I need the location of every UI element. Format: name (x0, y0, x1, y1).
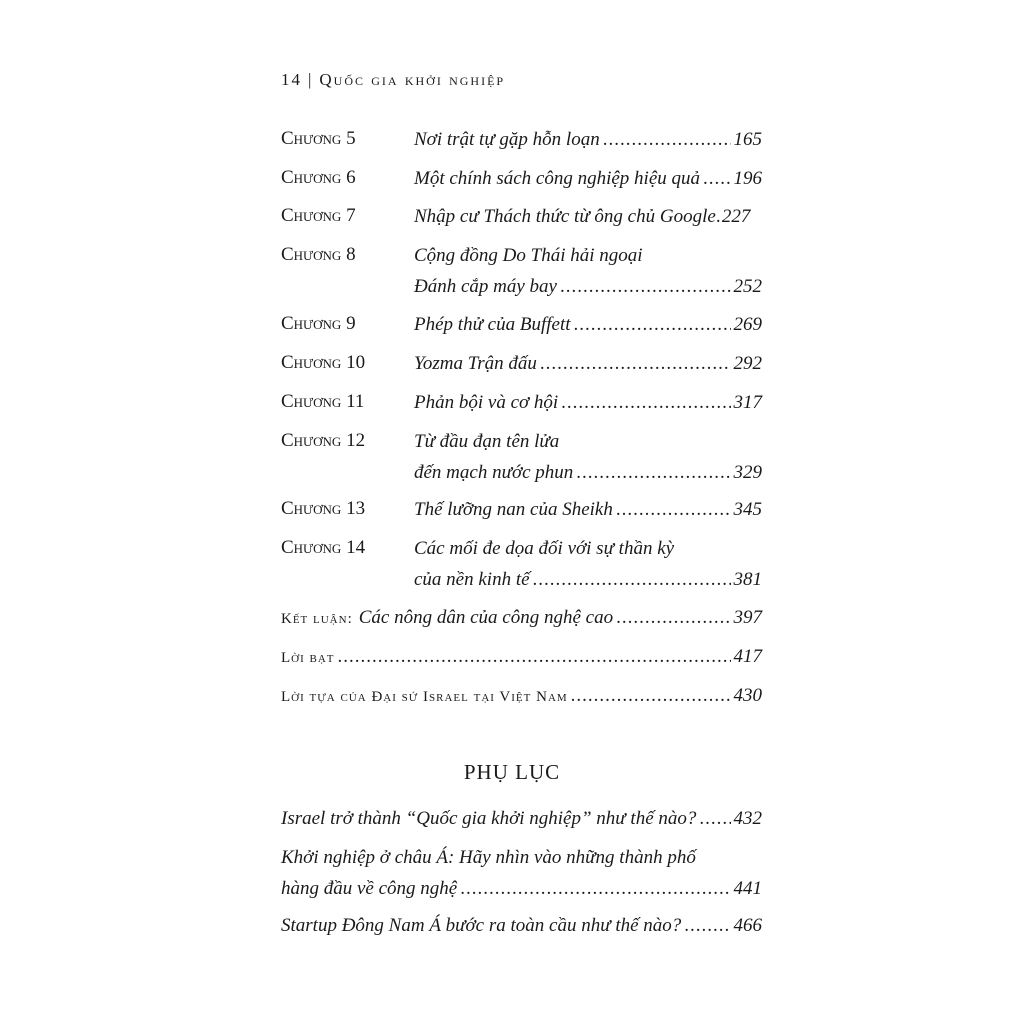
dot-leader (571, 684, 731, 708)
appendix-title: Khởi nghiệp ở châu Á: Hãy nhìn vào những thành phố (281, 847, 696, 868)
page-number: 252 (733, 276, 762, 297)
header-separator: | (308, 70, 314, 89)
toc-entry-preface (281, 684, 762, 708)
dot-leader (703, 167, 730, 191)
chapter-title: Phép thử của Buffett (414, 314, 571, 335)
chapter-title-continued: Đánh cắp máy bay (414, 276, 557, 297)
dot-leader (684, 914, 730, 938)
toc-line (414, 275, 762, 299)
dot-leader (574, 313, 731, 337)
chapter-title: Một chính sách công nghiệp hiệu quả (414, 168, 701, 189)
toc-line (414, 352, 762, 376)
page-number: 432 (733, 808, 762, 829)
appendix-title: Israel trở thành “Quốc gia khởi nghiệp” như thế nào? (281, 808, 697, 829)
appendix-title-continued: hàng đầu về công nghệ (281, 878, 458, 899)
dot-leader (338, 645, 731, 669)
dot-leader (560, 275, 731, 299)
chapter-label: Chương 8 (281, 244, 356, 265)
page-number: 292 (733, 353, 762, 374)
chapter-label: Chương 6 (281, 167, 356, 188)
page-number: 381 (733, 569, 762, 590)
page-number: 196 (733, 168, 762, 189)
chapter-title: Cộng đồng Do Thái hải ngoại (414, 245, 643, 266)
chapter-label: Chương 12 (281, 430, 366, 451)
chapter-title: Nhập cư Thách thức từ ông chủ Google (414, 206, 716, 227)
page-number: 269 (733, 314, 762, 335)
toc-entry-conclusion (281, 606, 762, 630)
page-number: 466 (733, 915, 762, 936)
dot-leader (561, 391, 730, 415)
chapter-title: Các mối đe dọa đối với sự thần kỳ (414, 538, 675, 559)
page-number: 417 (733, 646, 762, 667)
toc-line (414, 537, 762, 561)
chapter-title-continued: của nền kinh tế (414, 569, 530, 590)
toc-line (414, 568, 762, 592)
dot-leader (540, 352, 731, 376)
appendix-item-1 (281, 807, 762, 831)
chapter-label: Chương 7 (281, 205, 356, 226)
chapter-title: Nơi trật tự gặp hỗn loạn (414, 129, 600, 150)
appendix-item-2 (281, 846, 762, 901)
chapter-label: Chương 14 (281, 537, 366, 558)
page-number: 14 (281, 70, 302, 89)
chapter-title: Từ đầu đạn tên lửa (414, 431, 560, 452)
page-number: 317 (733, 392, 762, 413)
toc-line (414, 313, 762, 337)
dot-leader (576, 461, 730, 485)
page-number: 397 (733, 607, 762, 628)
toc-line (414, 461, 762, 485)
appendix-item-3 (281, 914, 762, 938)
chapter-title: Phản bội và cơ hội (414, 392, 559, 413)
appendix-title: Startup Đông Nam Á bước ra toàn cầu như thế nào? (281, 915, 682, 936)
preface-label: Lời tựa của Đại sứ Israel tại Việt Nam (281, 689, 568, 705)
dot-leader (533, 568, 731, 592)
appendix-heading: PHỤ LỤC (463, 760, 561, 784)
toc-line (414, 205, 762, 229)
chapter-label: Chương 9 (281, 313, 356, 334)
chapter-label: Chương 13 (281, 498, 366, 519)
dot-leader (616, 498, 731, 522)
dot-leader (616, 606, 730, 630)
toc-line (414, 167, 762, 191)
page-number: 165 (733, 129, 762, 150)
toc-line (414, 128, 762, 152)
dot-leader (460, 877, 730, 901)
chapter-title-continued: đến mạch nước phun (414, 462, 574, 483)
dot-leader (699, 807, 730, 831)
page-number: 345 (733, 499, 762, 520)
afterword-label: Lời bạt (281, 650, 335, 666)
chapter-title: Thế lưỡng nan của Sheikh (414, 499, 613, 520)
page-number: 441 (733, 878, 762, 899)
toc-line (414, 498, 762, 522)
toc-line (414, 244, 762, 268)
toc-line (414, 391, 762, 415)
toc-line (414, 430, 762, 454)
page-number: 430 (733, 685, 762, 706)
dot-leader (603, 128, 731, 152)
page-number: 227 (721, 206, 751, 227)
toc-entry-afterword (281, 645, 762, 669)
page-number: 329 (733, 462, 762, 483)
conclusion-title: Các nông dân của công nghệ cao (358, 607, 614, 628)
chapter-label: Chương 11 (281, 391, 365, 412)
running-header (281, 70, 505, 90)
chapter-label: Chương 5 (281, 128, 356, 149)
conclusion-label: Kết luận: (281, 611, 353, 627)
chapter-label: Chương 10 (281, 352, 366, 373)
chapter-title: Yozma Trận đấu (414, 353, 537, 374)
book-title: Quốc gia khởi nghiệp (319, 70, 506, 89)
